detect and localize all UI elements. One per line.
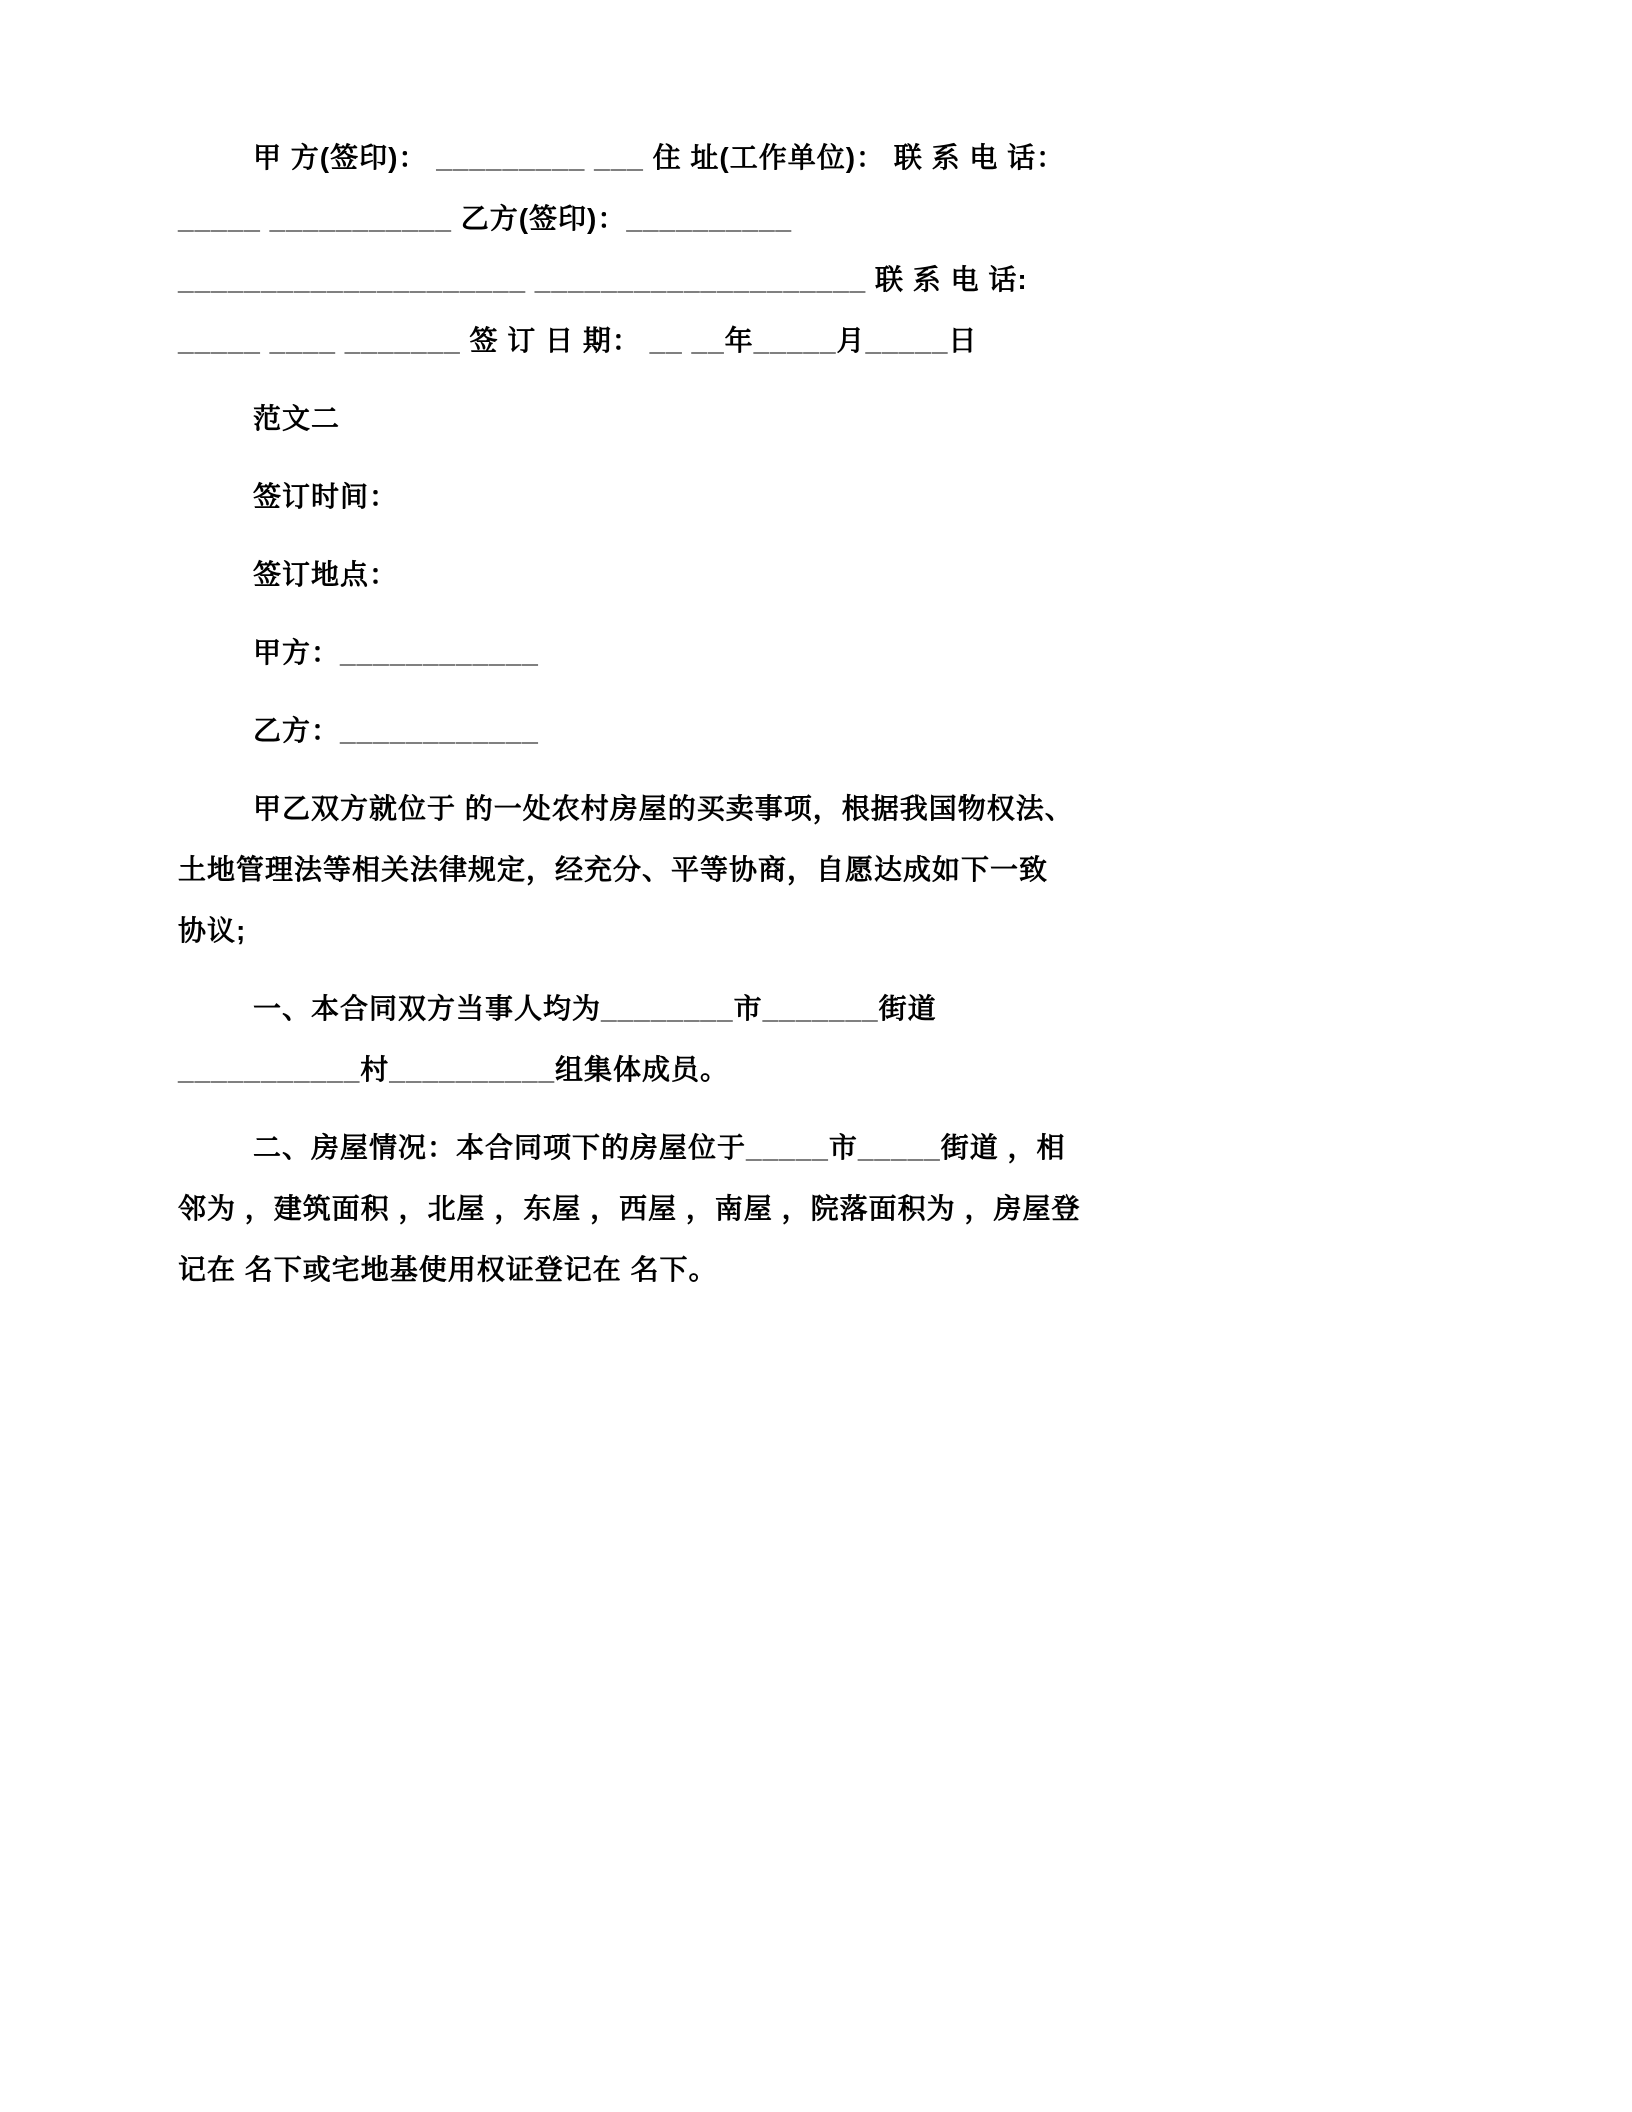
paragraph-signing-time bbox=[178, 466, 1078, 527]
doc-line: 协议; bbox=[178, 915, 247, 946]
section-title: 范文二 bbox=[253, 403, 341, 434]
doc-line: 签订时间： bbox=[253, 481, 399, 512]
doc-line: _____ ___________ 乙方(签印)：__________ bbox=[178, 203, 793, 234]
doc-line: 甲 方(签印)： _________ ___ 住 址(工作单位)： 联 系 电 话： bbox=[253, 142, 1066, 173]
doc-line: _____ ____ _______ 签 订 日 期： __ __年_____月_____日 bbox=[178, 325, 978, 356]
paragraph-party-a bbox=[178, 622, 1078, 683]
paragraph-preamble bbox=[178, 778, 1078, 961]
doc-line: 一、本合同双方当事人均为________市_______街道 bbox=[253, 993, 937, 1024]
doc-line: 乙方：____________ bbox=[253, 715, 539, 746]
doc-line: 记在 名下或宅地基使用权证登记在 名下。 bbox=[178, 1254, 718, 1285]
paragraph-party-b bbox=[178, 700, 1078, 761]
doc-line: _____________________ ____________________ 联 系 电 话: bbox=[178, 264, 1028, 295]
doc-line: 甲乙双方就位于 的一处农村房屋的买卖事项，根据我国物权法、 bbox=[253, 793, 1074, 824]
doc-line: 二、房屋情况：本合同项下的房屋位于_____市_____街道 ，相 bbox=[253, 1132, 1066, 1163]
doc-line: 邻为 ，建筑面积 ，北屋 ，东屋 ，西屋 ，南屋 ，院落面积为 ，房屋登 bbox=[178, 1193, 1081, 1224]
paragraph-clause-2 bbox=[178, 1117, 1081, 1300]
paragraph-section-title bbox=[178, 388, 1078, 449]
contract-document bbox=[178, 127, 1081, 1317]
doc-line: 土地管理法等相关法律规定，经充分、平等协商，自愿达成如下一致 bbox=[178, 854, 1049, 885]
doc-line: 甲方：____________ bbox=[253, 637, 539, 668]
paragraph-signature-block bbox=[178, 127, 1078, 371]
doc-line: ___________村__________组集体成员。 bbox=[178, 1054, 730, 1085]
doc-line: 签订地点： bbox=[253, 559, 399, 590]
paragraph-signing-place bbox=[178, 544, 1078, 605]
paragraph-clause-1 bbox=[178, 978, 1078, 1100]
